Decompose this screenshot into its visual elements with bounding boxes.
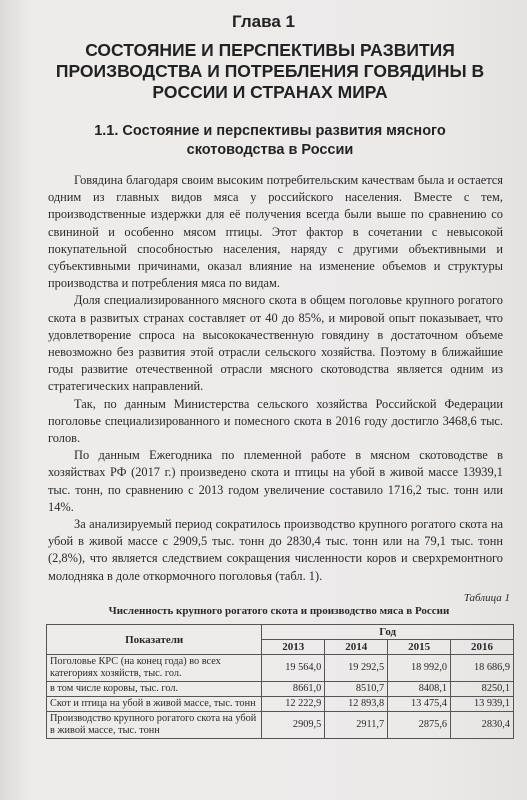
- cell-value: 18 992,0: [388, 655, 451, 682]
- cell-value: 8510,7: [325, 682, 388, 697]
- cell-value: 12 893,8: [325, 697, 388, 712]
- paragraph: Так, по данным Министерства сельского хозяйства Российской Федерации поголовье специализированного и помесного скота в 2016 году достигло 3468,6 тыс. голов.: [48, 396, 503, 446]
- row-label: Производство крупного рогатого скота на убой в живой массе, тыс. тонн: [47, 712, 262, 739]
- body-text: [48, 172, 503, 585]
- year-header: 2015: [388, 640, 451, 655]
- row-label: Скот и птица на убой в живой массе, тыс. тонн: [47, 697, 262, 712]
- header-year: Год: [262, 625, 514, 640]
- cell-value: 13 939,1: [451, 697, 514, 712]
- paragraph: Доля специализированного мясного скота в общем поголовье крупного рогатого скота в развитых странах составляет от 40 до 85%, и мировой опыт показывает, что удовлетворение спроса на высококачественную говядину в достаточном объеме невозможно без развития этой отрасли сельского хозяйства. Поэтому в ближайшие годы развитие отечественной отрасли мясного скотоводства является одним из стратегических направлений.: [48, 293, 503, 394]
- row-label: Поголовье КРС (на конец года) во всех категориях хозяйств, тыс. гол.: [47, 655, 262, 682]
- header-indicators: Показатели: [47, 625, 262, 655]
- chapter-heading: Глава 1: [232, 12, 295, 31]
- cell-value: 13 475,4: [388, 697, 451, 712]
- table-caption: Таблица 1: [463, 592, 510, 604]
- table-row: [47, 712, 514, 739]
- year-header: 2013: [262, 640, 325, 655]
- table-title: Численность крупного рогатого скота и производство мяса в России: [108, 605, 450, 617]
- cell-value: 2830,4: [451, 712, 514, 739]
- year-header: 2016: [451, 640, 514, 655]
- table-row: [47, 697, 514, 712]
- cell-value: 12 222,9: [262, 697, 325, 712]
- cell-value: 19 564,0: [262, 655, 325, 682]
- cell-value: 2875,6: [388, 712, 451, 739]
- cell-value: 19 292,5: [325, 655, 388, 682]
- chapter-title: СОСТОЯНИЕ И ПЕРСПЕКТИВЫ РАЗВИТИЯ ПРОИЗВОДСТВА И ПОТРЕБЛЕНИЯ ГОВЯДИНЫ В РОССИИ И СТРАНАХ МИРА: [55, 40, 485, 102]
- table-row: [47, 655, 514, 682]
- cell-value: 8408,1: [388, 682, 451, 697]
- cell-value: 2909,5: [262, 712, 325, 739]
- cell-value: 2911,7: [325, 712, 388, 739]
- paragraph: По данным Ежегодника по племенной работе в мясном скотоводстве в хозяйствах РФ (2017 г.) произведено скота и птицы на убой в живой массе 13939,1 тыс. тонн, по сравнению с 2013 годом увеличение составило 1716,2 тыс. тонн или 14%.: [48, 448, 503, 514]
- cell-value: 8661,0: [262, 682, 325, 697]
- paragraph: За анализируемый период сократилось производство крупного рогатого скота на убой в живой массе с 2909,5 тыс. тонн до 2830,4 тыс. тонн или на 79,1 тыс. тонн (2,8%), что является следствием сокращения численности коров и сверхремонтного молодняка в доле откормочного поголовья (табл. 1).: [48, 517, 503, 583]
- row-label: в том числе коровы, тыс. гол.: [47, 682, 262, 697]
- cell-value: 18 686,9: [451, 655, 514, 682]
- data-table: [46, 624, 514, 739]
- cell-value: 8250,1: [451, 682, 514, 697]
- year-header: 2014: [325, 640, 388, 655]
- table-header-row: [47, 625, 514, 640]
- table-row: [47, 682, 514, 697]
- section-title: 1.1. Состояние и перспективы развития мясного скотоводства в России: [94, 123, 446, 158]
- paragraph: Говядина благодаря своим высоким потребительским качествам была и остается одним из главных видов мяса у российского населения. Вместе с тем, производственные издержки для её получения всегда были выше по сравнению со свининой и особенно мясом птицы. Этот фактор в сочетании с невысокой покупательной способностью населения, наряду с другими объективными и субъективными причинами, оказал влияние на изменение объемов и структуры производства и потребления мяса по видам.: [48, 173, 503, 291]
